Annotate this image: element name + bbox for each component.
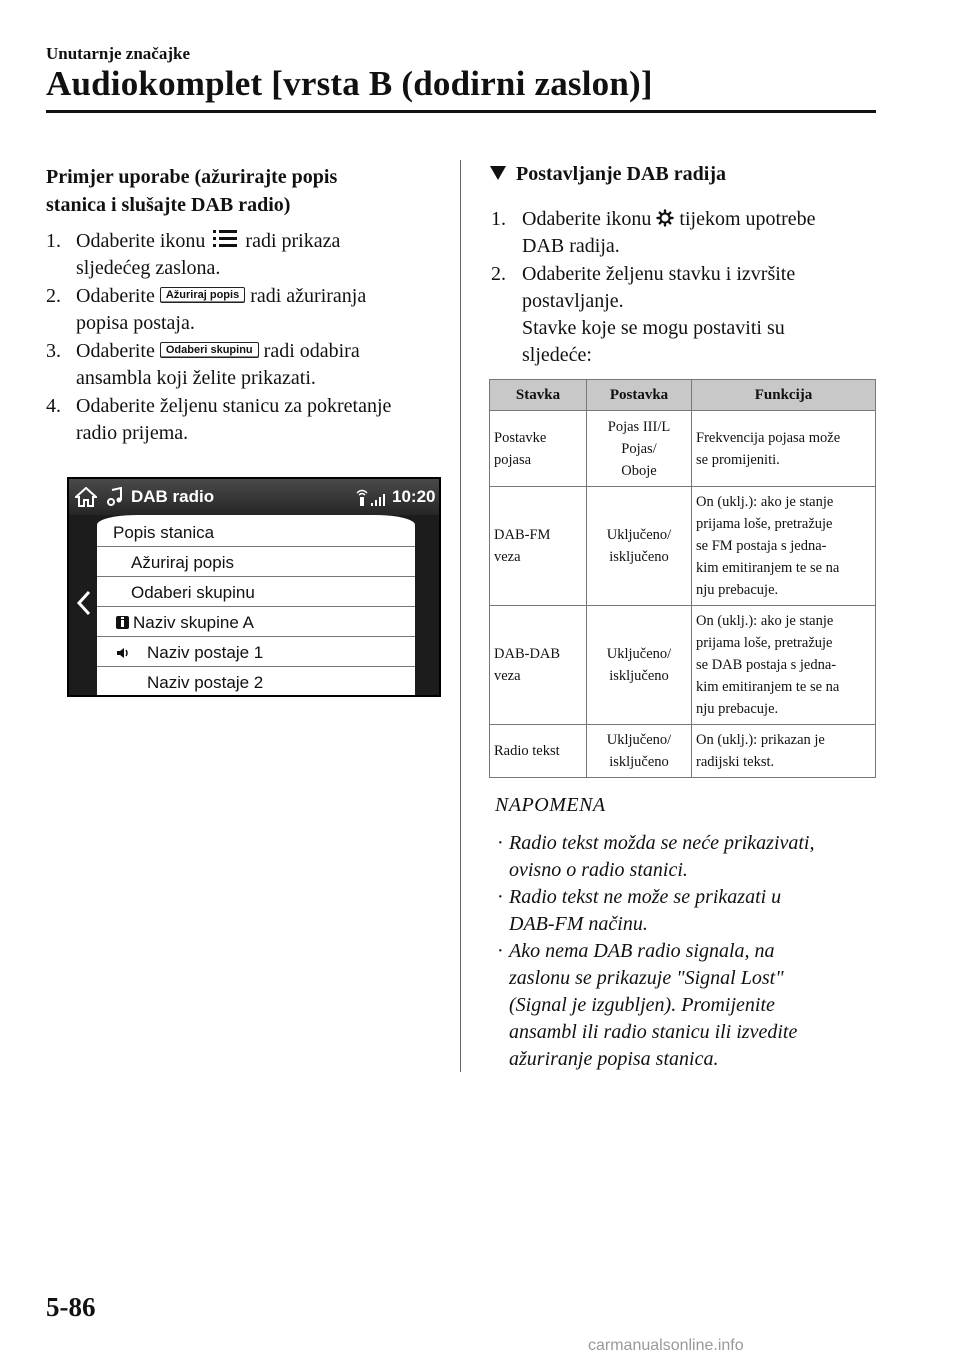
cell-line: nju prebacuje. (696, 701, 779, 717)
note-line: (Signal je izgubljen). Promijenite (509, 994, 775, 1016)
note-item (497, 830, 879, 884)
list-icon (212, 228, 238, 250)
cell-line: Frekvencija pojasa može (696, 429, 841, 446)
left-step-3 (46, 338, 451, 392)
settings-table (489, 379, 876, 778)
step-text: sljedećeg zaslona. (76, 257, 221, 279)
cell-line: se FM postaja s jedna- (696, 538, 827, 554)
triangle-bullet-icon (489, 165, 507, 181)
table-row (490, 725, 876, 778)
step-text: postavljanje. (522, 290, 624, 312)
cell-line: Uključeno/ (606, 527, 672, 543)
update-list-item[interactable]: Ažuriraj popis (97, 548, 415, 577)
note-item (497, 884, 879, 938)
bullet-dot: · (497, 886, 504, 908)
step-text: popisa postaja. (76, 312, 195, 334)
bullet-dot: · (497, 832, 504, 854)
step-number: 3. (46, 340, 61, 362)
cell-line: kim emitiranjem te se na (696, 679, 840, 695)
table-cell (490, 487, 587, 606)
home-icon[interactable] (75, 487, 97, 507)
cell-line: On (uklj.): ako je stanje (696, 613, 834, 629)
table-cell (587, 606, 692, 725)
step-text: radi ažuriranja (250, 285, 367, 307)
station-label: Naziv postaje 1 (147, 643, 264, 662)
column-divider (460, 160, 461, 1072)
left-step-2 (46, 283, 451, 337)
step-text: Odaberite željenu stavku i izvršite (522, 263, 796, 285)
station-item[interactable] (97, 638, 415, 667)
screen-title: DAB radio (131, 487, 215, 506)
station-list-header: Popis stanica (97, 518, 415, 547)
cell-line: Pojas/ (621, 440, 657, 457)
step-number: 2. (491, 263, 506, 285)
step-text: radio prijema. (76, 422, 189, 444)
step-number: 1. (491, 208, 506, 230)
column-header: Postavka (587, 380, 692, 411)
section-label: Unutarnje značajke (46, 44, 191, 63)
update-list-button[interactable]: Ažuriraj popis (160, 287, 245, 303)
table-cell (692, 725, 876, 778)
table-row (490, 487, 876, 606)
note-line: ovisno o radio stanici. (509, 859, 688, 881)
cell-line: isključeno (609, 549, 669, 565)
cell-line: veza (494, 549, 521, 565)
page-number: 5-86 (46, 1292, 96, 1322)
dab-radio-screen (67, 477, 441, 697)
table-row (490, 411, 876, 487)
cell-line: Pojas III/L (607, 418, 671, 435)
step-text: radi odabira (263, 340, 360, 362)
cell-line: kim emitiranjem te se na (696, 560, 840, 576)
station-item[interactable]: Naziv postaje 2 (97, 668, 415, 697)
ensemble-label: Naziv skupine A (133, 613, 254, 632)
cell-line: se promijeniti. (696, 451, 780, 468)
speaker-icon (115, 645, 131, 661)
table-cell (490, 606, 587, 725)
step-text: radi prikaza (245, 230, 341, 252)
table-cell (587, 411, 692, 487)
step-text: Odaberite ikonu (522, 208, 652, 230)
ensemble-icon (115, 615, 130, 630)
right-step-1 (489, 206, 879, 260)
watermark: carmanualsonline.info (588, 1337, 744, 1354)
right-step-2 (489, 261, 879, 369)
note-line: Radio tekst možda se neće prikazivati, (509, 832, 815, 854)
step-text: ansambla koji želite prikazati. (76, 367, 316, 389)
note-line: zaslonu se prikazuje "Signal Lost" (509, 967, 784, 989)
column-header: Stavka (490, 380, 587, 411)
step-text: Odaberite željenu stanicu za pokretanje (76, 395, 392, 417)
cell-line: On (uklj.): prikazan je (696, 732, 825, 748)
note-line: DAB-FM načinu. (509, 913, 648, 935)
select-ensemble-item[interactable]: Odaberi skupinu (97, 578, 415, 607)
table-row (490, 606, 876, 725)
right-heading-text: Postavljanje DAB radija (516, 163, 726, 185)
cell-line: se DAB postaja s jedna- (696, 657, 837, 673)
note-line: Radio tekst ne može se prikazati u (509, 886, 782, 908)
music-note-icon (107, 487, 123, 507)
cell-line: radijski tekst. (696, 754, 775, 770)
step-text: sljedeće: (522, 344, 592, 366)
left-heading (46, 163, 337, 219)
cell-line: Postavke (494, 429, 547, 446)
gear-icon (656, 209, 674, 227)
table-cell (490, 725, 587, 778)
cell-line: Radio tekst (494, 743, 560, 759)
cell-line: isključeno (609, 754, 669, 770)
left-heading-line1: Primjer uporabe (ažurirajte popis (46, 166, 338, 188)
column-header: Funkcija (692, 380, 876, 411)
step-text: Stavke koje se mogu postaviti su (522, 317, 785, 339)
station-list (97, 515, 415, 697)
cell-line: nju prebacuje. (696, 582, 779, 598)
table-cell (692, 606, 876, 725)
chapter-title: Audiokomplet [vrsta B (dodirni zaslon)] (46, 64, 653, 103)
table-cell (587, 487, 692, 606)
select-ensemble-button[interactable]: Odaberi skupinu (160, 342, 259, 358)
left-step-4 (46, 393, 456, 447)
header-rule (46, 110, 876, 113)
clock-time: 10:20 (392, 487, 436, 506)
cell-line: DAB-DAB (494, 646, 561, 662)
bullet-dot: · (497, 940, 504, 962)
cell-line: veza (494, 668, 521, 684)
left-step-1 (46, 228, 451, 282)
note-line: Ako nema DAB radio signala, na (509, 940, 775, 962)
cell-line: isključeno (609, 668, 669, 684)
signal-icon (355, 488, 389, 508)
screen-top-bar (69, 479, 439, 515)
cell-line: Uključeno/ (606, 646, 672, 662)
right-heading (489, 163, 726, 186)
table-cell (490, 411, 587, 487)
cell-line: pojasa (494, 451, 532, 468)
note-line: ansambl ili radio stanicu ili izvedite (509, 1021, 798, 1043)
cell-line: Oboje (621, 462, 657, 479)
step-text: Odaberite ikonu (76, 230, 206, 252)
step-text: Odaberite (76, 340, 155, 362)
step-text: Odaberite (76, 285, 155, 307)
back-chevron-icon[interactable] (76, 590, 92, 616)
table-cell (587, 725, 692, 778)
table-header-row (490, 380, 876, 411)
note-item (497, 938, 879, 1073)
table-cell (692, 487, 876, 606)
left-heading-line2: stanica i slušajte DAB radio) (46, 194, 291, 216)
step-number: 2. (46, 285, 61, 307)
step-text: DAB radija. (522, 235, 620, 257)
cell-line: prijama loše, pretražuje (696, 635, 833, 651)
step-text: tijekom upotrebe (679, 208, 816, 230)
cell-line: prijama loše, pretražuje (696, 516, 833, 532)
step-number: 4. (46, 395, 61, 417)
step-number: 1. (46, 230, 61, 252)
note-title: NAPOMENA (495, 794, 606, 816)
note-line: ažuriranje popisa stanica. (509, 1048, 719, 1070)
cell-line: Uključeno/ (606, 732, 672, 748)
cell-line: On (uklj.): ako je stanje (696, 494, 834, 510)
ensemble-item[interactable] (97, 608, 415, 637)
cell-line: DAB-FM (494, 527, 551, 543)
table-cell (692, 411, 876, 487)
